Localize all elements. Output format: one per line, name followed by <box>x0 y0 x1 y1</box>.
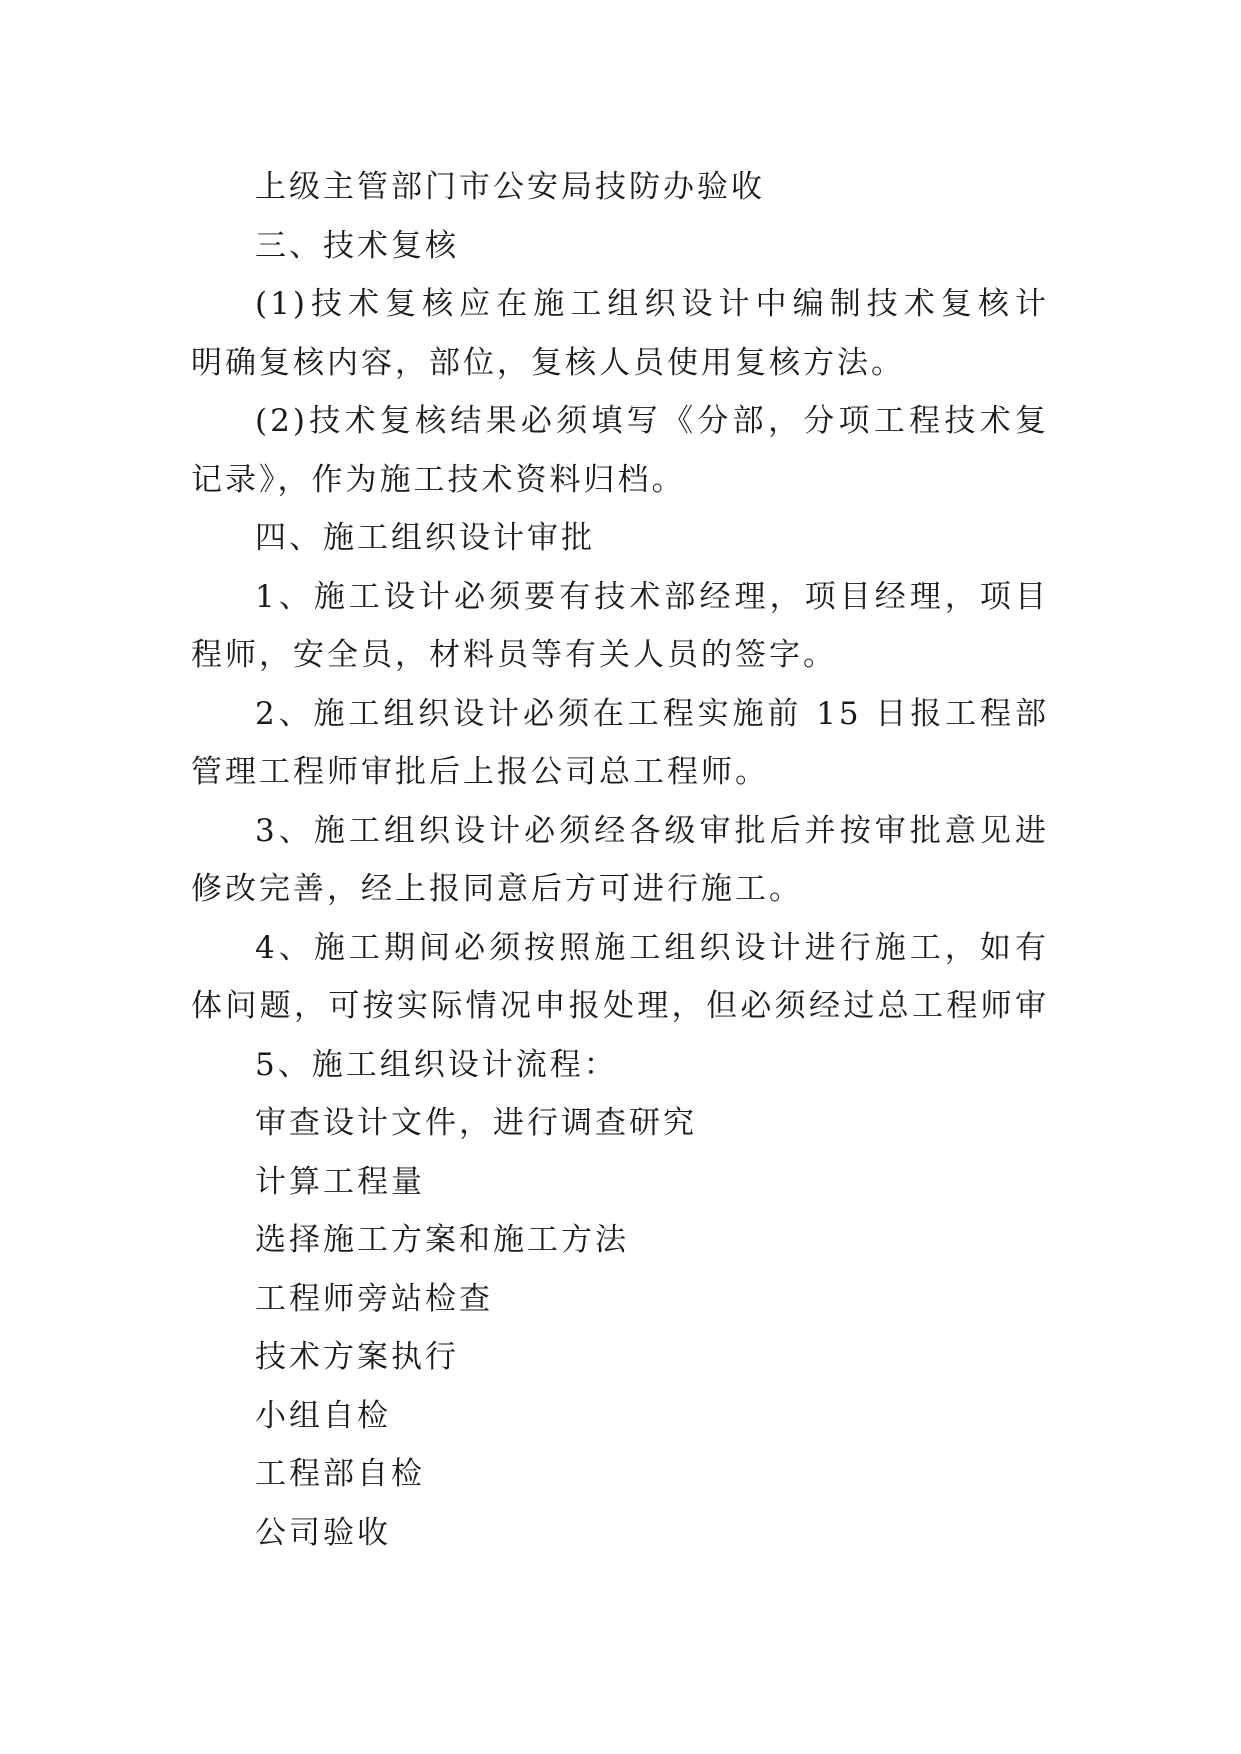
flow-step: 工程师旁站检查 <box>255 1280 493 1317</box>
flow-step: 计算工程量 <box>255 1163 425 1200</box>
paragraph-line: 1、施工设计必须要有技术部经理，项目经理，项目 <box>255 578 1049 615</box>
flow-step: 工程部自检 <box>255 1456 425 1492</box>
paragraph-line: 管理工程师审批后上报公司总工程师。 <box>191 754 769 790</box>
paragraph-line: 体问题，可按实际情况申报处理，但必须经过总工程师审 <box>191 988 1049 1024</box>
paragraph-line: 2、施工组织设计必须在工程实施前 15 日报工程部 <box>255 695 1049 732</box>
paragraph-line: 程师，安全员，材料员等有关人员的签字。 <box>191 637 837 673</box>
paragraph-line: 记录》，作为施工技术资料归档。 <box>191 461 686 498</box>
flow-step: 技术方案执行 <box>255 1339 459 1375</box>
paragraph-line: 明确复核内容，部位，复核人员使用复核方法。 <box>191 344 905 381</box>
flow-step: 公司验收 <box>255 1514 391 1551</box>
paragraph-line: 4、施工期间必须按照施工组织设计进行施工，如有 <box>255 929 1049 966</box>
paragraph-line: (2)技术复核结果必须填写《分部，分项工程技术复 <box>255 403 1049 439</box>
section-heading: 四、施工组织设计审批 <box>255 520 595 556</box>
flow-step: 审查设计文件，进行调查研究 <box>255 1105 697 1141</box>
document-body <box>191 158 1049 1562</box>
paragraph-line: 修改完善，经上报同意后方可进行施工。 <box>191 871 803 907</box>
paragraph-line: 上级主管部门市公安局技防办验收 <box>255 169 765 205</box>
paragraph-line: (1)技术复核应在施工组织设计中编制技术复核计 <box>255 286 1049 322</box>
flow-step: 小组自检 <box>255 1397 391 1434</box>
paragraph-line: 5、施工组织设计流程： <box>255 1046 618 1083</box>
flow-step: 选择施工方案和施工方法 <box>255 1222 629 1258</box>
paragraph-line: 3、施工组织设计必须经各级审批后并按审批意见进 <box>255 812 1049 849</box>
section-heading: 三、技术复核 <box>255 227 459 264</box>
